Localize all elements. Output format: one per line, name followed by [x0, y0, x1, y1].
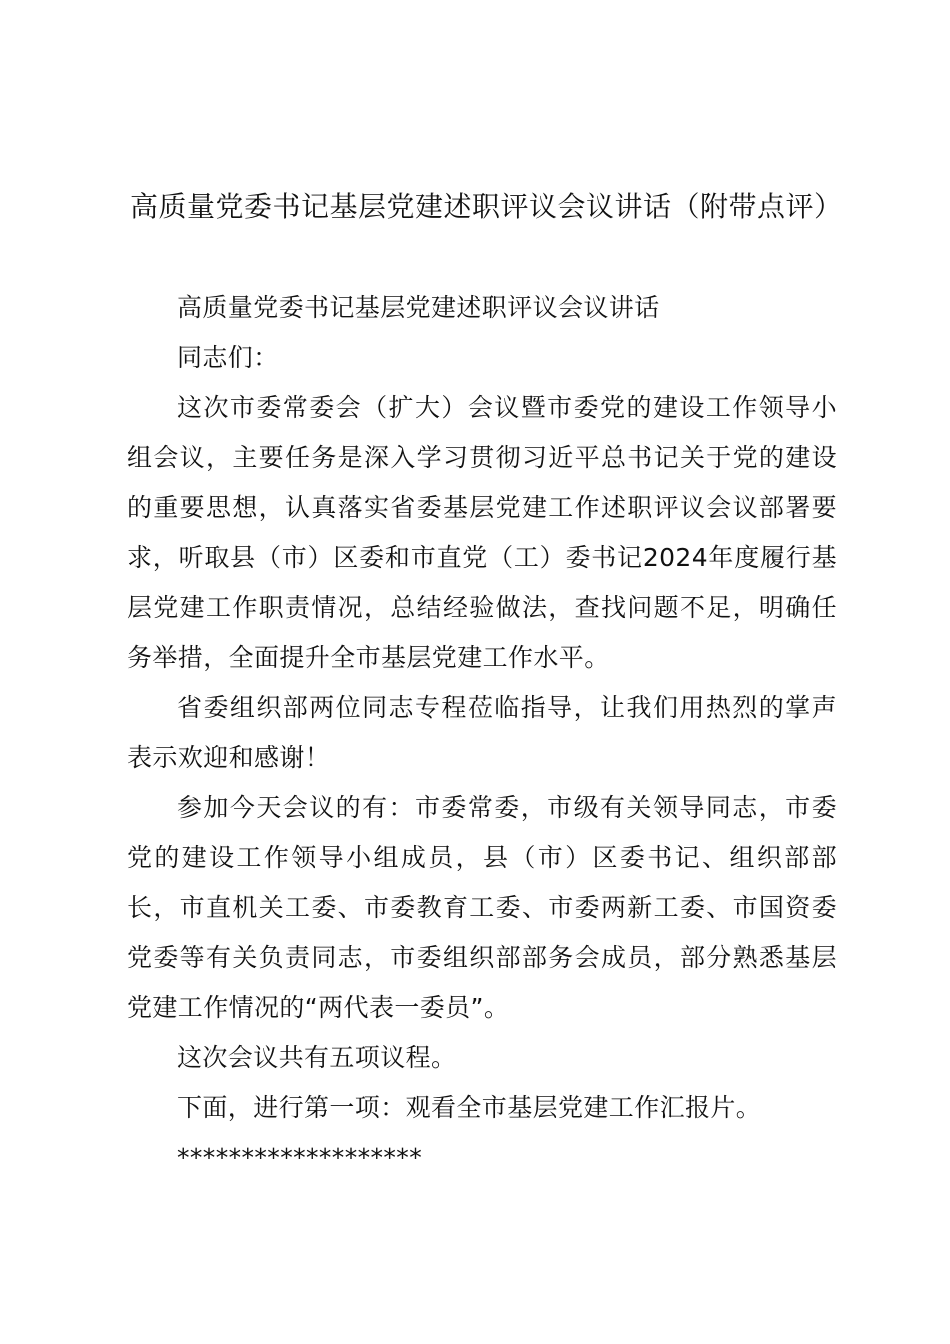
salutation: 同志们： [177, 343, 279, 372]
paragraph-first-item: 下面，进行第一项：观看全市基层党建工作汇报片。 [177, 1093, 762, 1122]
paragraph-agenda-count: 这次会议共有五项议程。 [177, 1043, 457, 1072]
speech-heading: 高质量党委书记基层党建述职评议会议讲话 [177, 293, 660, 322]
document-body [127, 283, 837, 1183]
asterisk-separator: ******************* [177, 1143, 423, 1172]
paragraph-meeting-purpose: 这次市委常委会（扩大）会议暨市委党的建设工作领导小组会议，主要任务是深入学习贯彻习近平总书记关于党的建设的重要思想，认真落实省委基层党建工作述职评议会议部署要求，听取县（市）区委和市直党（工）委书记2024年度履行基层党建工作职责情况，总结经验做法，查找问题不足，明确任务举措，全面提升全市基层党建工作水平。 [127, 393, 837, 672]
paragraph-welcome: 省委组织部两位同志专程莅临指导，让我们用热烈的掌声表示欢迎和感谢！ [127, 693, 837, 772]
document-title: 高质量党委书记基层党建述职评议会议讲话（附带点评） [130, 190, 843, 223]
paragraph-attendees: 参加今天会议的有：市委常委，市级有关领导同志，市委党的建设工作领导小组成员，县（市）区委书记、组织部部长，市直机关工委、市委教育工委、市委两新工委、市国资委党委等有关负责同志，市委组织部部务会成员，部分熟悉基层党建工作情况的“两代表一委员”。 [127, 793, 837, 1022]
